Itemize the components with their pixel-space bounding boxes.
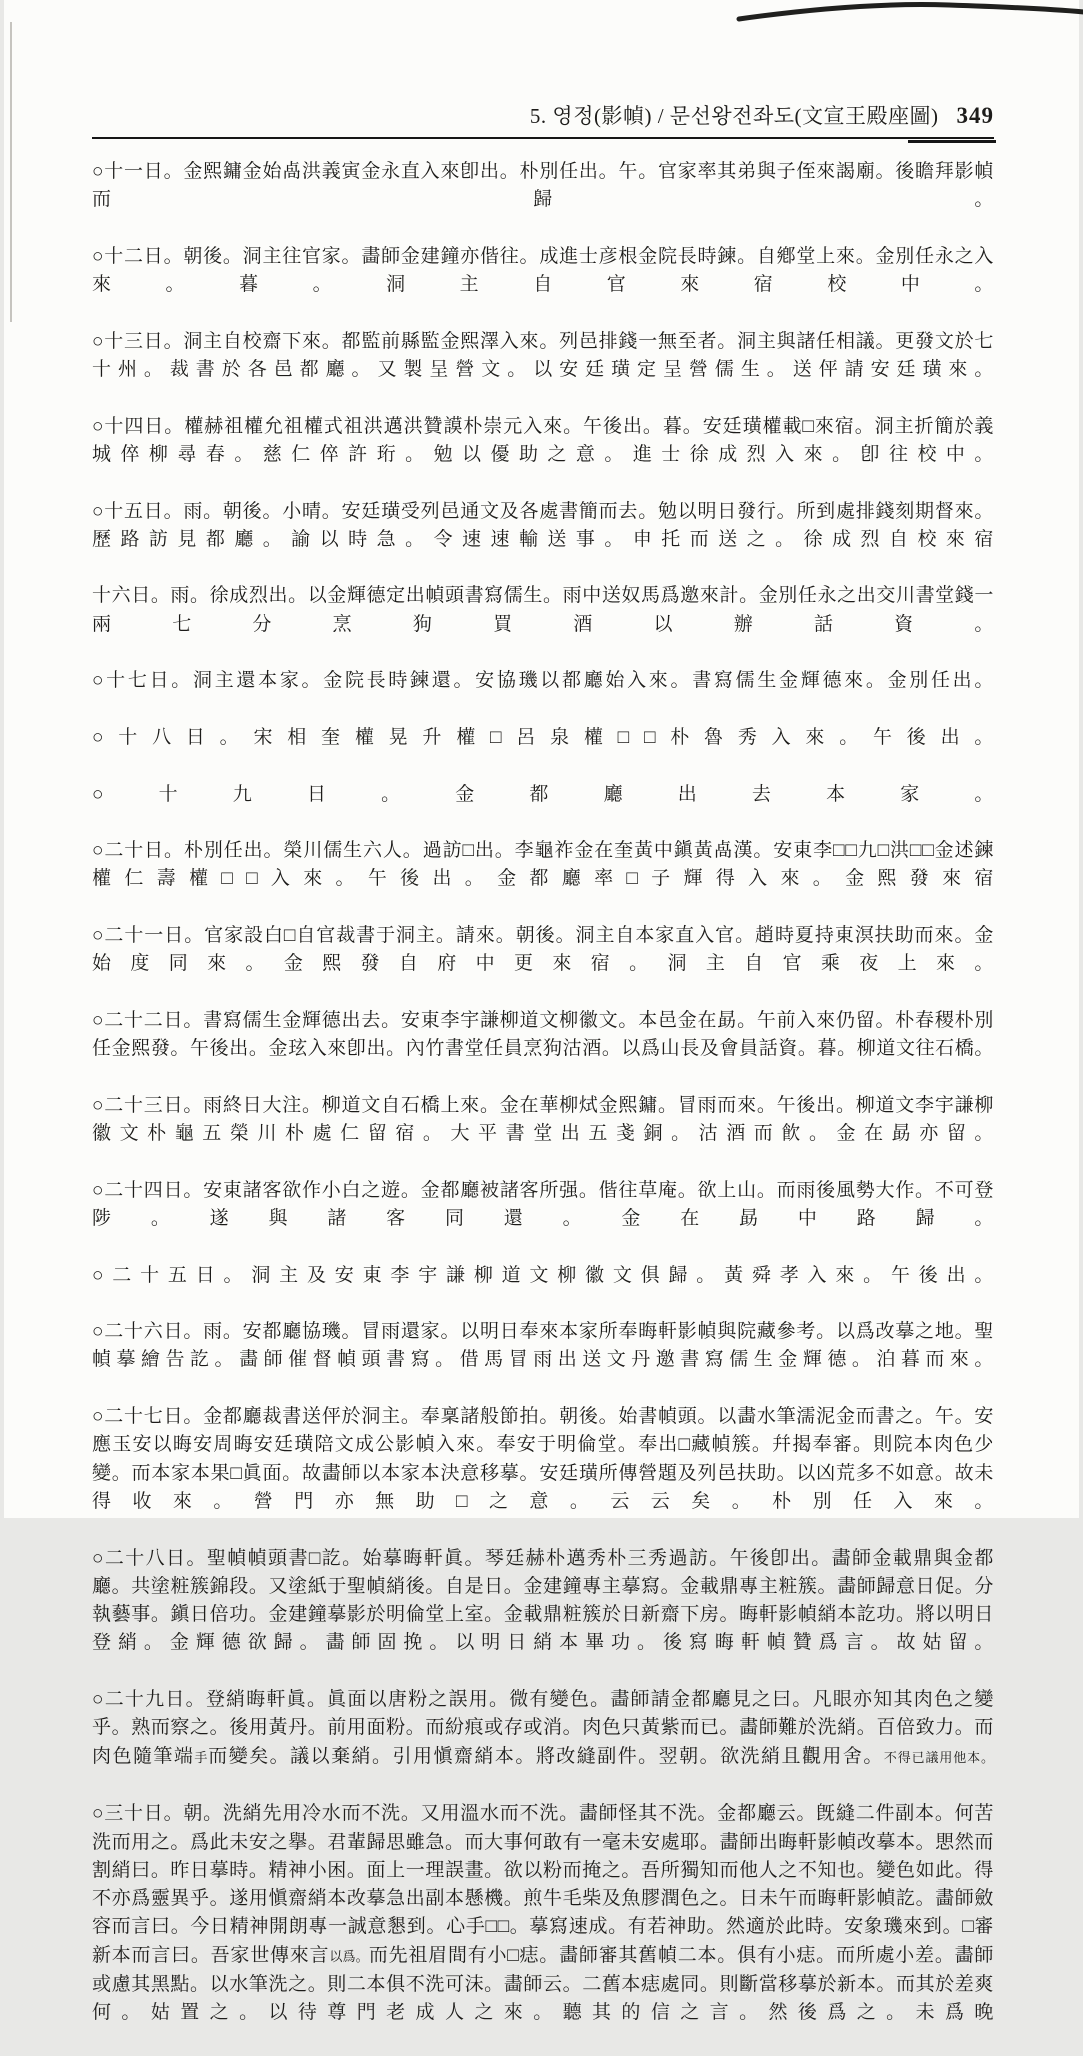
page-number-underline: [908, 140, 996, 143]
entry-text: ○二十一日。官家設白□自官裁書于洞主。請來。朝後。洞主自本家直入官。趙時夏持東溟扶助而來。金始度同來。金熙發自府中更來宿。洞主自官乘夜上來。: [92, 925, 994, 975]
diary-entry: [92, 1800, 994, 2056]
entry-text: ○二十二日。書寫儒生金輝德出去。安東李宇謙柳道文柳徽文。本邑金在勗。午前入來仍留。朴春稷朴別任金熙發。午後出。金玹入來卽出。內竹書堂任員烹狗沽酒。以爲山長及會員話資。暮。柳道文往石橋。: [92, 1009, 994, 1060]
diary-entry: [92, 781, 994, 838]
diary-entry: [92, 724, 994, 781]
entry-text: ○二十三日。雨終日大注。柳道文自石橋上來。金在華柳烒金熙鏞。冒雨而來。午後出。柳道文李宇謙柳徽文朴龜五榮川朴處仁留宿。大平書堂出五戔銅。沽酒而飮。金在勗亦留。: [92, 1094, 994, 1145]
entry-text: ○十九日。金都廳出去本家。: [92, 783, 994, 805]
entry-text: ○二十九日。登綃晦軒眞。眞面以唐粉之誤用。微有變色。畵師請金都廳見之曰。凡眼亦知其肉色之變乎。熟而察之。後用黃丹。前用面粉。而紛痕或存或消。肉色只黃紫而已。畵師難於洗綃。百倍致力。而肉色隨筆端: [92, 1689, 994, 1767]
diary-entry: [92, 582, 994, 667]
diary-entry: [92, 1318, 994, 1403]
diary-entry: [92, 667, 994, 724]
entry-text: ○二十四日。安東諸客欲作小白之遊。金都廳被諸客所强。偕往草庵。欲上山。而雨後風勢大作。不可登陟。遂與諸客同還。金在勗中路歸。: [92, 1179, 994, 1229]
entry-text: ○十七日。洞主還本家。金院長時鍊還。安協璣以都廳始入來。書寫儒生金輝德來。金別任出。: [92, 670, 994, 692]
inline-annotation: 不得已議用他本。: [883, 1749, 994, 1765]
entry-text: ○三十日。朝。洗綃先用冷水而不洗。又用溫水而不洗。畵師怪其不洗。金都廳云。旣縫二件副本。何苦洗而用之。爲此未安之擧。君輩歸思雖急。而大事何敢有一毫未安處耶。畵師出晦軒影幀改摹本。愳然而割綃曰。昨日摹時。精神小困。面上一理誤畫。欲以粉而掩之。吾所獨知而他人之不知也。變色如此。得不亦爲靈異乎。遂用愼齋綃本改摹急出副本懸機。煎牛毛柴及魚膠潤色之。日未午而晦軒影幀訖。畵師斂容而言曰。今日精神開朗專一誠意懇到。心手□□。摹寫速成。有若神助。然適於此時。安象璣來到。□審新本而言曰。吾家世傳來言: [92, 1803, 994, 1966]
entry-text: ○十一日。金熙鏞金始卨洪義寅金永直入來卽出。朴別任出。午。官家率其弟與子侄來謁廟。後瞻拜影幀而歸。: [92, 161, 994, 211]
diary-entry: [92, 158, 994, 243]
entry-text: 而變矣。議以棄綃。引用愼齋綃本。將改縫副件。翌朝。欲洗綃且觀用舍。: [208, 1745, 884, 1767]
page-header: [92, 100, 994, 139]
entry-text: ○二十五日。洞主及安東李宇謙柳道文柳徽文俱歸。黃舜孝入來。午後出。: [92, 1264, 994, 1286]
entry-text: ○二十六日。雨。安都廳協璣。冒雨還家。以明日奉來本家所奉晦軒影幀與院藏參考。以爲改摹之地。聖幀摹繪告訖。畵師催督幀頭書寫。借馬冒雨出送文丹邀書寫儒生金輝德。泊暮而來。: [92, 1321, 994, 1371]
diary-entry: [92, 243, 994, 328]
entry-text: ○十八日。宋相奎權晃升權□呂泉權□□朴魯秀入來。午後出。: [92, 726, 994, 748]
page-number: 349: [956, 103, 994, 128]
entry-text: 十六日。雨。徐成烈出。以金輝德定出幀頭書寫儒生。雨中送奴馬爲邀來計。金別任永之出交川書堂錢一兩七分烹狗買酒以辦話資。: [92, 585, 994, 635]
diary-entries: [92, 158, 994, 2056]
diary-entry: [92, 837, 994, 922]
entry-text: ○十五日。雨。朝後。小晴。安廷璜受列邑通文及各處書簡而去。勉以明日發行。所到處排錢刻期督來。歷路訪見都廳。諭以時急。令速速輸送事。申托而送之。徐成烈自校來宿: [92, 500, 994, 550]
diary-entry: [92, 1092, 994, 1177]
inline-annotation: 手: [194, 1749, 209, 1765]
entry-text: 而先祖眉間有小□痣。畵師審其舊幀二本。俱有小痣。而所處小差。畵師或慮其黑點。以水筆洗之。則二本俱不洗可沫。畵師云。二舊本痣處同。則斷當移摹於新本。而其於差爽何。姑置之。以待尊門老成人之來。聽其的信之言。然後爲之。未爲晚: [92, 1944, 994, 2024]
diary-entry: [92, 922, 994, 1007]
scanned-page: [4, 0, 1079, 2024]
scan-artifact-top-edge: [739, 0, 1083, 30]
entry-text: ○十三日。洞主自校齋下來。都監前縣監金熙澤入來。列邑排錢一無至者。洞主與諸任相議。更發文於七十州。裁書於各邑都廳。又製呈營文。以安廷璜定呈營儒生。送伻請安廷璜來。: [92, 330, 994, 381]
chapter-title: 5. 영정(影幀) / 문선왕전좌도(文宣王殿座圖): [529, 104, 939, 128]
entry-text: ○二十七日。金都廳裁書送伻於洞主。奉稟諸般節拍。朝後。始書幀頭。以畵水筆濡泥金而書之。午。安應玉安以晦安周晦安廷璜陪文成公影幀入來。奉安于明倫堂。奉出□藏幀簇。幷揭奉審。則院本肉色少變。而本家本果□眞面。故畵師以本家本決意移摹。安廷璜所傳營題及列邑扶助。以凶荒多不如意。故未得收來。營門亦無助□之意。云云矣。朴別任入來。: [92, 1406, 994, 1512]
diary-entry: [92, 1007, 994, 1092]
diary-entry: [92, 498, 994, 583]
entry-text: ○十四日。權赫祖權允祖權式祖洪邁洪贊謨朴崇元入來。午後出。暮。安廷璜權載□來宿。洞主折簡於義城倅柳尋春。慈仁倅許珩。勉以優助之意。進士徐成烈入來。卽往校中。: [92, 415, 994, 465]
diary-entry: [92, 1686, 994, 1800]
scan-artifact-left-edge: [10, 22, 12, 322]
diary-entry: [92, 328, 994, 413]
diary-entry: [92, 1545, 994, 1686]
diary-entry: [92, 1262, 994, 1319]
diary-entry: [92, 1177, 994, 1262]
entry-text: ○二十八日。聖幀幀頭書□訖。始摹晦軒眞。琴廷赫朴邁秀朴三秀過訪。午後卽出。畵師金載鼎與金都廳。共塗粧簇錦段。又塗紙于聖幀綃後。自是日。金建鐘專主摹寫。金載鼎專主粧簇。畵師歸意日促。分執藝事。鎭日倍功。金建鐘摹影於明倫堂上室。金載鼎粧簇於日新齋下房。晦軒影幀綃本訖功。將以明日登綃。金輝德欲歸。畵師固挽。以明日綃本畢功。後寫晦軒幀贊爲言。故姑留。: [92, 1547, 994, 1654]
entry-text: ○十二日。朝後。洞主往官家。畵師金建鐘亦偕往。成進士彦根金院長時鍊。自鄕堂上來。金別任永之入來。暮。洞主自官來宿校中。: [92, 245, 994, 296]
diary-entry: [92, 413, 994, 498]
inline-annotation: 以爲。: [329, 1948, 369, 1964]
entry-text: ○二十日。朴別任出。榮川儒生六人。過訪□出。李龜祚金在奎黃中鎭黃卨漢。安東李□□九□洪□□金述鍊權仁壽權□□入來。午後出。金都廳率□子輝得入來。金熙發來宿: [92, 840, 994, 890]
diary-entry: [92, 1403, 994, 1544]
